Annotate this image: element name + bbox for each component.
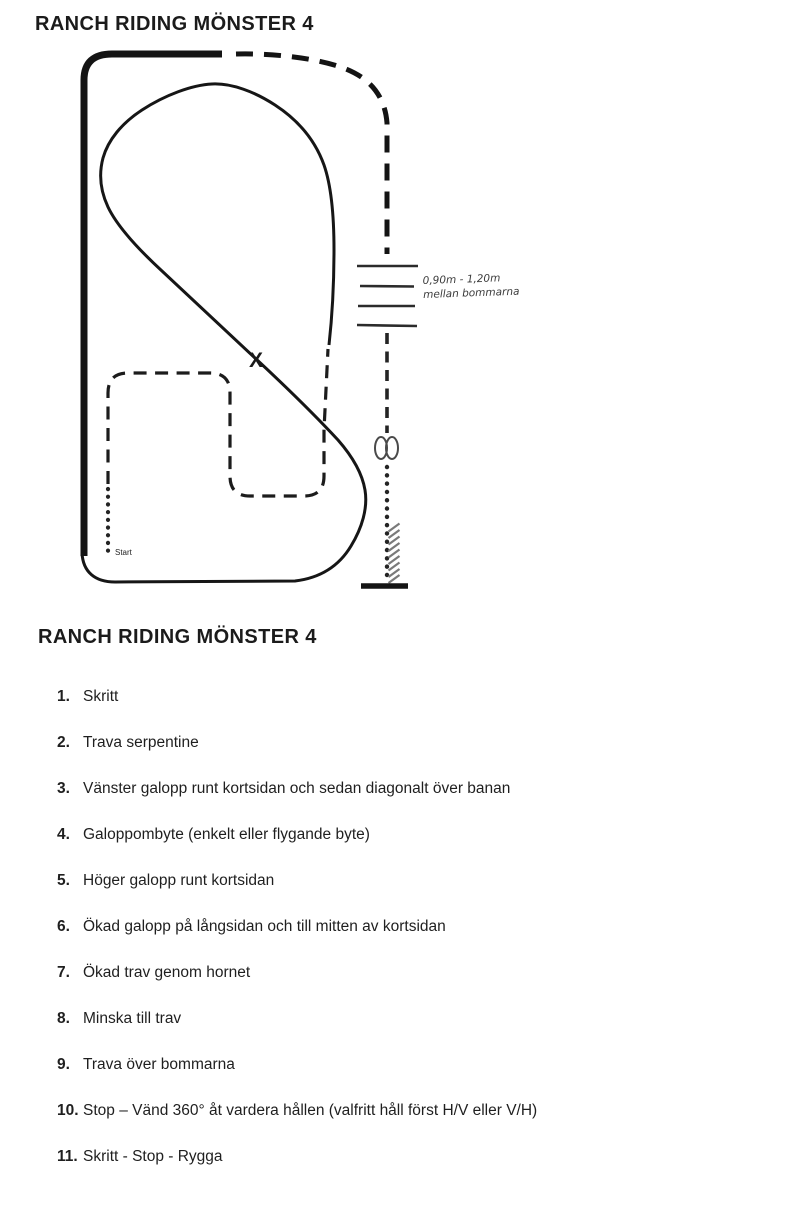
step-item	[57, 779, 737, 799]
step-number: 5.	[57, 872, 70, 889]
step-item	[57, 1009, 737, 1029]
x-marker: X	[248, 349, 264, 372]
step-item	[57, 687, 737, 707]
step-text: Ökad galopp på långsidan och till mitten av kortsidan	[83, 918, 446, 935]
step-text: Trava över bommarna	[83, 1056, 235, 1073]
step-number: 1.	[57, 688, 70, 705]
step-number: 6.	[57, 918, 70, 935]
step-number: 7.	[57, 964, 70, 981]
pole-line	[360, 286, 414, 287]
turn-360-symbol	[375, 437, 398, 459]
backup-hatch-marks	[389, 524, 400, 584]
step-text: Skritt - Stop - Rygga	[83, 1148, 223, 1165]
step-number: 11.	[57, 1148, 78, 1165]
extended-lope-rail-line	[84, 54, 222, 556]
step-item	[57, 871, 737, 891]
course-diagram	[0, 0, 560, 620]
step-text: Galoppombyte (enkelt eller flygande byte)	[83, 826, 370, 843]
pattern-heading: RANCH RIDING MÖNSTER 4	[38, 626, 317, 648]
serpentine-dashed-line	[108, 349, 328, 496]
step-number: 10.	[57, 1102, 79, 1119]
step-item	[57, 963, 737, 983]
step-item	[57, 917, 737, 937]
step-number: 4.	[57, 826, 70, 843]
step-text: Ökad trav genom hornet	[83, 964, 251, 981]
step-text: Stop – Vänd 360° åt vardera hållen (valfritt håll först H/V eller V/H)	[83, 1102, 538, 1119]
step-text: Minska till trav	[83, 1010, 182, 1027]
extended-trot-dashed-line	[236, 54, 387, 254]
poles-note	[422, 272, 519, 301]
step-number: 3.	[57, 780, 70, 797]
step-item	[57, 1147, 737, 1167]
step-text: Skritt	[83, 688, 119, 705]
start-label: Start	[115, 548, 132, 557]
lope-solid-line	[82, 84, 366, 582]
step-number: 2.	[57, 734, 70, 751]
pole-line	[357, 325, 417, 326]
step-item	[57, 825, 737, 845]
step-text: Höger galopp runt kortsidan	[83, 872, 275, 889]
step-text: Trava serpentine	[83, 734, 199, 751]
page-title: RANCH RIDING MÖNSTER 4	[35, 13, 314, 35]
step-number: 8.	[57, 1010, 70, 1027]
step-number: 9.	[57, 1056, 70, 1073]
trot-poles	[357, 266, 418, 326]
poles-note-line2: mellan bommarna	[422, 285, 520, 301]
step-item	[57, 1055, 737, 1075]
pattern-steps	[57, 687, 737, 1193]
step-text: Vänster galopp runt kortsidan och sedan diagonalt över banan	[83, 780, 511, 797]
poles-note-line1: 0,90m - 1,20m	[422, 272, 501, 288]
step-item	[57, 1101, 737, 1121]
step-item	[57, 733, 737, 753]
